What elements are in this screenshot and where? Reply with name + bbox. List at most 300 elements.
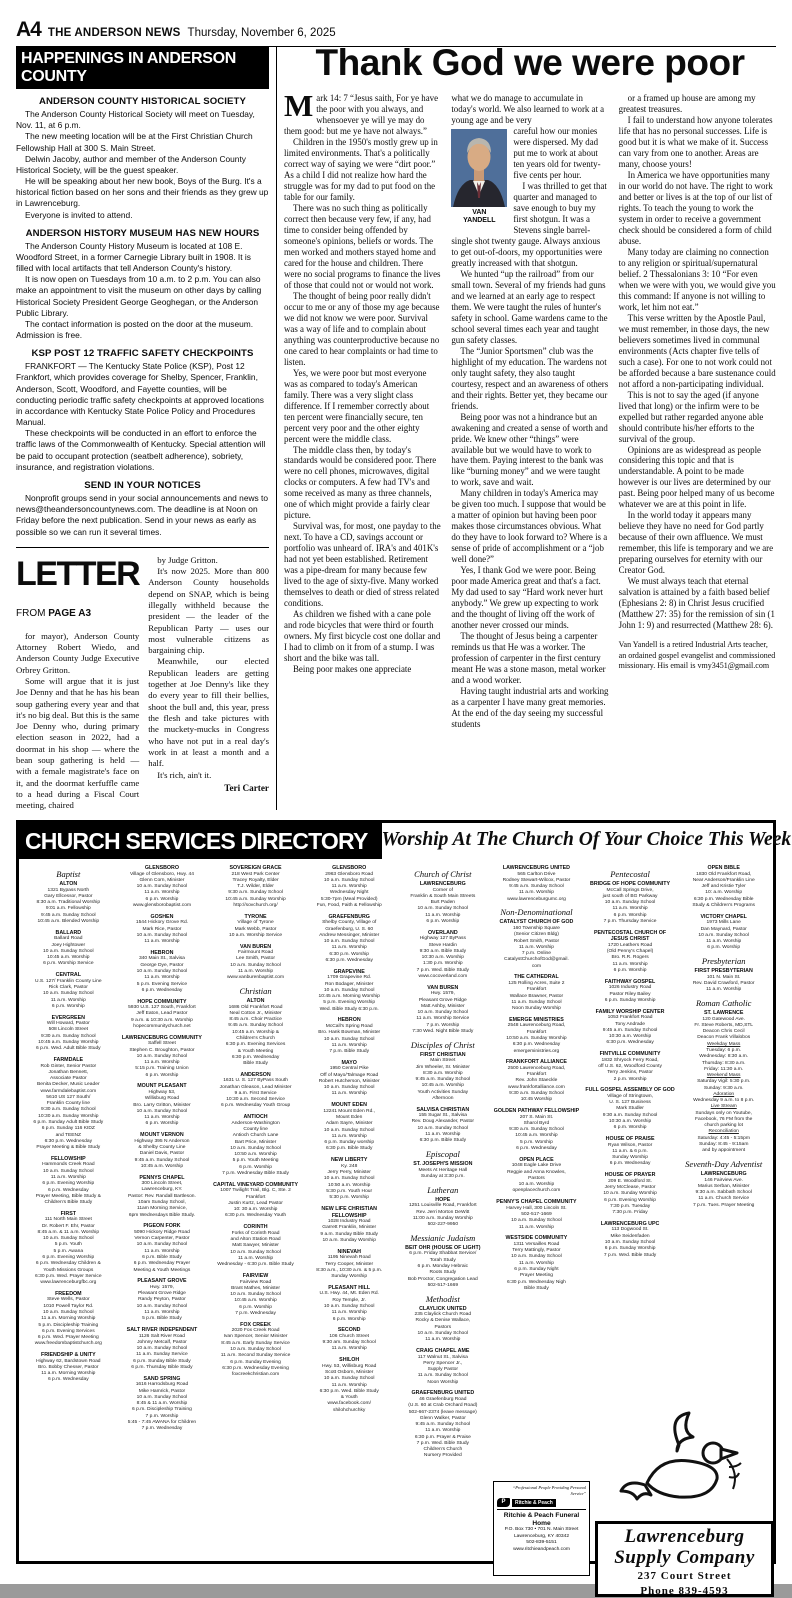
church-name: SECOND — [337, 1327, 361, 1334]
church-detail: 11 a.m. Worship Service — [416, 1016, 470, 1022]
church-detail: 10 a.m. Sunday School — [604, 900, 656, 906]
church-detail: 46 Graefenburg Road — [419, 1397, 467, 1403]
church-detail: 7:30 Wed. Night Bible Study — [412, 1028, 474, 1034]
church-detail: and by appointment — [702, 1148, 746, 1154]
church-detail: Reconciliation — [708, 1129, 739, 1135]
denomination-header: Church of Christ — [414, 869, 472, 879]
church-detail: 11 a.m. Worship — [237, 1255, 274, 1261]
church-listing — [210, 944, 301, 982]
supply-ad-phone: Phone 839-4593 — [640, 1585, 729, 1598]
church-detail: 6 p.m. Worship — [145, 1072, 179, 1078]
church-detail: Facebook, 76 FM from the — [695, 1116, 753, 1122]
church-detail: Will Howard, Pastor — [46, 1021, 90, 1027]
church-detail: 6:30 p.m. Evening Services — [225, 1042, 286, 1048]
church-detail: 11 a.m. Worship — [518, 1260, 555, 1266]
church-detail: Jonathan Gleason, Lead Minister — [219, 1084, 292, 1090]
church-detail: Tuesday: 6 p.m. — [706, 1047, 742, 1053]
church-detail: 10:45 a.m. Worship — [421, 1083, 464, 1089]
church-detail: 6 p.m. Evening Worship — [42, 1255, 95, 1261]
church-detail: 10:45 a.m. Sunday Worship — [38, 1039, 99, 1045]
church-name: NINEVAH — [337, 1248, 361, 1255]
church-detail: 11 a.m. Worship — [612, 961, 648, 967]
church-detail: Gary Ellcessor, Pastor — [44, 893, 93, 899]
church-name: SALVISA CHRISTIAN — [416, 1106, 470, 1113]
supply-ad-name-line1: Lawrenceburg — [624, 1526, 745, 1547]
church-detail: openplacechurch.com — [512, 1188, 561, 1194]
church-detail: 1830 Old Frankfort Road, — [696, 871, 752, 877]
church-detail: 9:45 a.m. Sunday School — [415, 1077, 471, 1083]
funeral-ad-address2: Lawrenceburg, KY 40342 — [513, 1533, 570, 1539]
paragraph: Having taught industrial arts and working as a carpenter I have many great memories. At the end of the day seeing my successful students — [451, 686, 609, 730]
church-detail: Ballard Road — [54, 936, 83, 942]
church-name: MOUNT VERNON — [140, 1132, 184, 1139]
church-name: HOPE — [435, 1196, 451, 1203]
church-detail: Matt Sawyer, Minister — [232, 1243, 279, 1249]
church-detail: 9:30 a.m. Sunday School — [509, 1090, 564, 1096]
church-detail: 6 p.m. Worship — [332, 1316, 366, 1322]
left-column — [16, 46, 269, 812]
church-name: FIRST PRESBYTERIAN — [694, 968, 753, 975]
happenings-banner: HAPPENINGS IN ANDERSON COUNTY — [16, 46, 269, 89]
church-detail: 1321 Bypass North — [47, 887, 90, 893]
church-detail: 1053 Frankfort Road — [607, 1015, 653, 1021]
church-name: GOSHEN — [150, 913, 174, 920]
church-listing — [585, 1051, 676, 1083]
church-detail: 10 a.m. Sunday School — [43, 1168, 94, 1174]
paragraph: FRANKFORT — The Kentucky State Police (KSP), Post 12 Frankfort, which provides coverage for Shelby, Spencer, Franklin, Anderson, Scott, Woodford, and Fayette counties, will be conducting periodic traffic safety checkpoints at approved locations in accordance with Kentucky State Police Policy and Procedures Manual. — [16, 361, 264, 428]
church-detail: Shelby County, Village of — [322, 920, 377, 926]
church-detail: 9:30 a.m. Sunday School — [228, 890, 283, 896]
author-bio: Van Yandell is a retired Industrial Arts teacher, an ordained gospel evangelist and commissioned missionary. His email is vmy3451@gmail.com — [618, 640, 776, 671]
church-detail: 5:15 p.m. Training Union — [135, 1066, 189, 1072]
church-detail: Tony Andrade — [615, 1021, 646, 1027]
church-detail: 10:30 a.m. Second Service — [226, 1097, 285, 1103]
church-detail: Rocky & Denise Wallace, — [415, 1318, 471, 1324]
church-detail: 9:45 a.m. Sunday School — [415, 1422, 471, 1428]
church-listing — [678, 1171, 769, 1209]
church-detail: 9:45 a.m. Sunday School — [509, 884, 564, 890]
church-detail: 2020 Fox Creek Road — [231, 1328, 280, 1334]
church-detail: 9:30 a.m. Sunday School — [509, 1127, 564, 1133]
church-name: SALT RIVER INDEPENDENT — [126, 1326, 198, 1333]
church-detail: 6:30 p.m. Bible Study — [419, 1138, 467, 1144]
denomination-header: Christian — [239, 986, 272, 997]
supply-ad-address: 237 Court Street — [637, 1570, 732, 1583]
church-detail: 10 a.m. Sunday School — [604, 1239, 656, 1245]
church-detail: Dr. Robert F. Ehr, Pastor — [41, 1223, 95, 1229]
church-detail: 5:45 - 7:45 AWANA for Children — [127, 1419, 197, 1425]
paragraph: Delwin Jacoby, author and member of the Anderson County Historical Society, will be the guest speaker. — [16, 153, 246, 175]
news-section — [16, 480, 269, 538]
church-detail: Saturday: 4:45 - 5:15pm — [697, 1135, 750, 1141]
church-detail: 1028 Industry Road — [327, 1219, 371, 1225]
church-detail: 10:45 a.m. Blended Worship — [37, 918, 100, 924]
church-detail: 117 Walnut St., Salvisa — [417, 1354, 468, 1360]
denomination-header: Roman Catholic — [695, 998, 752, 1009]
church-name: SOVEREIGN GRACE — [229, 865, 282, 871]
church-name: BALLARD — [55, 929, 82, 936]
church-detail: 1010 Powell Taylor Rd. — [43, 1303, 94, 1309]
church-name: PLEASANT GROVE — [137, 1278, 187, 1285]
paragraph: Yes, we were poor but most everyone was as compared to today's American family. There was a very slight class difference. If I remember correctly about ten percent were financially secure, ten percent very poor and the other eighty percent were the middle class. — [284, 367, 430, 444]
church-name: ALTON — [246, 998, 265, 1005]
church-detail: 6:30 p.m. Wednesday Nigh — [506, 1279, 566, 1285]
church-detail: 6:30 p.m. Wednesday Evening — [222, 1365, 289, 1371]
church-detail: & Shelby County Line — [138, 1145, 186, 1151]
happenings-sections — [16, 96, 269, 538]
church-detail: Antioch Church Lane — [232, 1133, 279, 1139]
church-detail: 10 a.m. Sunday School — [230, 1145, 281, 1151]
church-name: GLENSBORO — [144, 865, 179, 871]
paragraph: Many today are claiming no connection to any religion or spiritual/supernatural belief. 2 Thessalonians 3: 10 “For even when we were with you, we would give you this command: If anyone is not willing to work, let him not eat.” — [618, 246, 776, 312]
church-detail: Pleasant Grove Ridge — [418, 997, 467, 1003]
church-detail: Meeting & Youth Meetings — [133, 1267, 191, 1273]
funeral-logo-text: Ritchie & Peach — [512, 1499, 556, 1507]
church-detail: 10 a.m. Sunday School — [417, 906, 469, 912]
church-name: PENNYS CHAPEL — [139, 1174, 185, 1181]
church-detail: Corner of — [432, 887, 453, 893]
letter-heading: LETTER — [16, 554, 140, 593]
paragraph: by Judge Gritton. — [157, 554, 218, 565]
denomination-header: Presbyterian — [701, 956, 746, 967]
church-name: OPEN PLACE — [519, 1156, 554, 1163]
church-detail: church parking lot — [704, 1123, 743, 1129]
church-detail: Bro. Larry Gritton, Minister — [133, 1102, 191, 1108]
church-detail: 6 p.m. Sunday Adult Bible Study — [33, 1120, 104, 1126]
church-detail: Saffell Street — [147, 1041, 176, 1047]
church-detail: 6 p.m. Worship — [51, 1003, 85, 1009]
paragraph: The “Junior Sportsmen” club was the highlight of my education. The wardens not only taught safety, they also taught courtesy, respect and an awareness of others and their rights. Better yet, they became our friends. — [451, 345, 609, 411]
church-detail: 6 p.m. Worship — [613, 1125, 647, 1131]
church-detail: Torah Study — [429, 1257, 456, 1263]
church-detail: 11 a.m. Worship — [706, 987, 742, 993]
church-detail: Fairmount Road — [238, 950, 274, 956]
church-detail: Rodney Stewart-Wilcox, Pastor — [502, 877, 571, 883]
paragraph: for mayor), Anderson County Attorney Robert Wiedo, and Anderson County Judge Executive Orbrey Gritton. — [16, 630, 140, 675]
supply-ad-name-line2: Supply Company — [614, 1546, 755, 1568]
paragraph: The contact information is posted on the door at the museum. Admission is free. — [16, 318, 254, 341]
church-detail: 10 a.m. Sunday School — [417, 1010, 469, 1016]
church-detail: Mark Rice, Pastor — [142, 926, 182, 932]
paragraph: In America we have opportunities many in our world do not have. The right to work and better or lives is at the top of our list of rights. To teach the young to work the system in order to receive a government check should be considered a form of child abuse. — [618, 169, 773, 246]
church-name: FINTVILLE COMMUNITY — [599, 1051, 661, 1058]
article-column-3 — [619, 93, 776, 730]
church-detail: 6:30 p.m. Wednesday — [325, 957, 373, 963]
supply-company-ad — [595, 1521, 774, 1597]
church-detail: & Youth Meeting — [237, 1048, 274, 1054]
church-detail: 111 North Main Street — [44, 1217, 92, 1223]
church-detail: 155 Sugar St., Salvisa — [418, 1113, 467, 1119]
church-detail: 340 Main St., Salvisa — [138, 956, 185, 962]
church-listing — [678, 914, 769, 952]
church-listing — [398, 1306, 489, 1344]
funeral-ad-logo — [497, 1498, 586, 1507]
church-detail: 11 a.m. Church Service — [698, 1196, 750, 1202]
church-detail: 5090 Hickory Ridge Road — [134, 1229, 190, 1235]
church-name: FAITHWAY GOSPEL — [604, 978, 656, 985]
paragraph: Survival was, for most, one payday to the next. To have a CD, savings account or portfolio was unheard of. IRA's and 401K's had not yet been established. Retirement was a pipe-dream for many because few lived to the age of sixty-five. Many worked themselves to death or died of stress related conditions. — [284, 521, 441, 609]
church-listing — [491, 865, 582, 903]
church-detail: 6 p.m. Sunday Night — [514, 1266, 559, 1272]
paragraph: Being poor makes one appreciate — [293, 664, 412, 675]
church-detail: U.S. Hwy. 44, Mt. Eden Rd. — [319, 1291, 379, 1297]
church-detail: Sharol Byrd — [523, 1120, 550, 1126]
church-listing — [398, 985, 489, 1035]
church-detail: 6 p.m. Sunday 116 KIDZ — [41, 1126, 95, 1132]
photo-caption — [451, 209, 507, 225]
church-detail: George Dye, Pastor — [140, 962, 184, 968]
church-detail: 9:45 a.m. Sunday School — [134, 1157, 190, 1163]
denomination-header: Disciples of Christ — [410, 1039, 475, 1050]
church-detail: 508 Lincoln Street — [48, 1027, 89, 1033]
church-listing — [491, 1059, 582, 1103]
church-detail: 11 a.m. Sunday Service — [136, 1352, 188, 1358]
church-detail: Roots Study — [429, 1270, 457, 1276]
church-detail: 1:30 p.m. Worship — [423, 961, 463, 967]
church-detail: 11:00 a.m. Sunday Worship — [412, 1215, 473, 1221]
church-detail: 6 p.m. Wednesday — [516, 1145, 557, 1151]
church-listing — [398, 1197, 489, 1229]
church-name: LAWRENCEBURG — [700, 1171, 747, 1177]
church-name: SHILOH — [339, 1357, 360, 1364]
church-listing — [23, 972, 114, 1010]
church-detail: 1026 Industry Road — [608, 985, 652, 991]
church-name: FOX CREEK — [240, 1321, 272, 1328]
church-listing — [117, 999, 208, 1031]
church-detail: 11 a.m. Morning Worship — [41, 1316, 96, 1322]
church-name: ALTON — [59, 881, 78, 887]
church-detail: 10 a.m. Sunday School — [43, 948, 94, 954]
church-listing — [678, 968, 769, 993]
church-detail: 6 p.m. Wednesday — [141, 987, 183, 993]
church-name: VAN BUREN — [427, 984, 459, 991]
church-name: PENNY'S CHAPEL COMMUNITY — [496, 1199, 577, 1206]
church-detail: Prayer Meeting & Bible Study — [36, 1145, 101, 1151]
church-detail: 10: a.m. Worship — [705, 890, 743, 896]
church-detail: Children's Church — [236, 1035, 275, 1041]
church-detail: 9:45 a.m. Sunday School — [602, 1027, 658, 1033]
church-name: CATALYST CHURCH OF GOD — [499, 919, 574, 926]
church-detail: 11 a.m. Worship — [518, 944, 555, 950]
church-listing — [491, 1017, 582, 1055]
church-name: HOUSE OF PRAISE — [605, 1135, 655, 1142]
church-detail: 6 p.m. Thursday Bible Study — [131, 1364, 193, 1370]
church-detail: Johnny Metcalf, Pastor — [137, 1339, 187, 1345]
church-detail: Terry Cooper, Minister — [325, 1261, 374, 1267]
church-detail: Scott Osborn, Minister — [324, 1370, 374, 1376]
church-name: CLAYLICK UNITED — [419, 1305, 467, 1312]
church-detail: 10 a.m. Sunday School — [43, 1236, 94, 1242]
church-detail: 6 p.m. Wednesday Children & — [35, 1261, 101, 1267]
church-listing — [491, 1157, 582, 1195]
church-detail: 9:45 a.m. Sunday School — [40, 912, 96, 918]
article-col3-paragraphs — [619, 93, 776, 631]
church-name: SAND SPRING — [143, 1375, 181, 1382]
church-name: FELLOWSHIP — [50, 1155, 86, 1162]
church-detail: Noon Sunday Worship — [512, 1006, 561, 1012]
paragraph: Some will argue that it is just Joe Denny and that he has his bean soup gathering every year and that it's no big deal. But this is the same Joe Denny who, during primary election season in 2022, had a doormat in his shop — where the bean soup gathering is held — with a female magistrate's face on it, and the doormat kerfuffle came to a head during a Fiscal Court meeting, chaired — [16, 675, 140, 811]
church-detail: 8:30 a.m. Traditional Worship — [36, 900, 101, 906]
church-name: FIRST — [60, 1210, 76, 1217]
church-listing — [398, 881, 489, 925]
church-listing — [23, 881, 114, 925]
church-detail: 9:45 a.m. Sunday School — [228, 1023, 283, 1029]
church-detail: 6 p.m. Worship Service — [43, 961, 94, 967]
denomination-header: Baptist — [56, 869, 81, 879]
church-detail: 11 a.m. Worship — [331, 884, 367, 890]
church-detail: Supply Pastor — [427, 1367, 459, 1373]
church-detail: Roy Temple, Jr. — [332, 1297, 366, 1303]
church-detail: Willisburg Road — [144, 1096, 180, 1102]
church-detail: 6:30 p.m. Worship — [329, 951, 369, 957]
church-detail: 10:30 a.m. Worship — [608, 1118, 652, 1124]
church-detail: 11 a.m. Sunday School — [417, 1373, 468, 1379]
church-detail: Rev. John Staeckle — [515, 1078, 558, 1084]
church-detail: Bro. Bobby Chesser, Pastor — [38, 1364, 99, 1370]
paragraph: Nonprofit groups send in your social announcements and news to news@theandersoncountynews.com. The deadline is at Noon on Friday before the next publication. Send in your news as early as possible so we can run it several times. — [16, 492, 269, 537]
church-detail: 10:45 a.m. Morning Worship — [318, 994, 380, 1000]
church-detail: 11 a.m. Worship — [518, 890, 555, 896]
church-detail: 11 a.m. Worship — [331, 945, 367, 951]
church-detail: (Senior Citizen Bldg) — [514, 932, 559, 938]
church-detail: 7 p.m. Wednesday Bible Study — [222, 1170, 289, 1176]
church-detail: 10 a.m. Sunday School — [323, 1176, 375, 1182]
church-detail: 11 a.m. Worship — [425, 1428, 461, 1434]
church-detail: Forks of Corinth Road — [231, 1230, 280, 1236]
church-detail: 10 a.m. Sunday School — [323, 1036, 375, 1042]
church-detail: 9:30 a.m. Sabbath School — [695, 1190, 752, 1196]
church-name: CAPITAL VINEYARD COMMUNITY — [213, 1181, 299, 1188]
church-listing — [117, 1132, 208, 1170]
church-name: CORINTH — [243, 1224, 268, 1231]
church-name: ST. JOSEPH'S MISSION — [413, 1161, 473, 1168]
church-detail: Justin Kurtz, Lead Pastor — [228, 1200, 283, 1206]
church-services-directory — [16, 820, 792, 1598]
church-detail: Off of Mayo/Talmage Road — [320, 1072, 379, 1078]
church-detail: Rick Clark, Pastor — [48, 985, 88, 991]
church-detail: 9:01 a.m. Fellowship — [45, 906, 91, 912]
church-detail: 5 p.m. Worship — [520, 1139, 553, 1145]
church-detail: Children's Church — [423, 1447, 463, 1453]
church-detail: Sunday at 3:30 p.m. — [420, 1173, 465, 1179]
church-detail: 502-227-9950 — [427, 1222, 459, 1228]
church-name: VAN BUREN — [240, 943, 272, 950]
church-detail: 2963 Glensboro Road — [325, 871, 374, 877]
church-detail: Reggie and Anna Knowles, — [507, 1169, 566, 1175]
church-detail: Dan Maynard, Pastor — [700, 926, 747, 932]
church-detail: Highway 395 N Anderson — [134, 1138, 190, 1144]
paragraph: It's now 2025. More than 800 Anderson County households depend on SNAP, which is being illegally withheld because the president — the leader of the Republican Party — uses our most vulnerable citizens as bargaining chip. — [148, 565, 269, 656]
church-detail: 10: 30 a.m. Worship — [233, 1207, 278, 1213]
dove-illustration — [615, 1407, 749, 1523]
church-listing — [491, 1199, 582, 1231]
church-detail: Sunday: 8:45 - 9:15am — [698, 1141, 749, 1147]
church-detail: 6:30 p.m. Wed. Bible Study — [319, 1388, 379, 1394]
paragraph: We must always teach that eternal salvation is attained by a faith based belief (Ephesians 2: 8) in Christ Jesus crucified (Matthew 27: 35) for the remission of sin (1 John 1: 9) and resurrected (Matthew 28: 6). — [618, 576, 775, 631]
church-detail: 1832 Shryock Ferry Road, — [601, 1057, 659, 1063]
church-detail: 11 a.m. Worship — [144, 1248, 180, 1254]
news-section — [16, 96, 269, 221]
church-detail: Steve Wells, Pastor — [47, 1297, 90, 1303]
church-detail: Adoration — [713, 1091, 735, 1097]
church-detail: shilohchurchky — [333, 1407, 366, 1413]
church-detail: Robert Hutcherson, Minister — [318, 1078, 380, 1084]
church-detail: 10 a.m. Sunday School — [417, 1330, 469, 1336]
church-listing — [491, 919, 582, 969]
church-detail: 11 a.m. Second Sunday Service — [220, 1353, 291, 1359]
church-detail: Franklin County line — [46, 1101, 90, 1107]
church-detail: Wed. Bible Study 6:30 p.m. — [319, 1006, 379, 1012]
church-detail: 10 a.m. Worship Service — [228, 932, 283, 938]
church-name: GRAPEVINE — [333, 968, 365, 975]
church-detail: & Youth — [340, 1395, 358, 1401]
church-detail: 7:30 p.m. Friday — [612, 1210, 648, 1216]
church-detail: Anderson-Washington — [231, 1120, 280, 1126]
church-detail: Robert Smith, Pastor — [513, 938, 560, 944]
church-detail: 11 a.m. Worship — [331, 1133, 367, 1139]
church-detail: Andrew Messinger, Minister — [319, 932, 380, 938]
church-detail: 11 a.m. Worship — [144, 890, 180, 896]
church-name: FULL GOSPEL ASSEMBLY OF GOD — [585, 1087, 675, 1094]
church-name: PIGEON FORK — [143, 1223, 181, 1230]
church-detail: 10:45 a.m. Sunday Worship — [225, 896, 286, 902]
church-detail: 6 p.m. Worship — [613, 967, 647, 973]
church-detail: 11 a.m. Worship — [612, 906, 648, 912]
church-detail: 7 p.m. Bible Study — [329, 1049, 370, 1055]
church-detail: 6:30 p.m. Wednesday — [44, 1138, 93, 1144]
church-detail: Jim Wheeler, Sr. Minister — [415, 1064, 470, 1070]
section-title: ANDERSON HISTORY MUSEUM HAS NEW HOURS — [25, 227, 260, 239]
church-name: FARMDALE — [53, 1057, 84, 1064]
church-listing — [117, 1223, 208, 1273]
church-detail: Fr. Steve Roberts, MD,STL — [694, 1022, 754, 1028]
section-title: ANDERSON COUNTY HISTORICAL SOCIETY — [38, 96, 247, 107]
directory-column-1 — [23, 865, 114, 1555]
church-detail: Hwy. 1579, — [149, 1284, 174, 1290]
church-detail: 10 a.m. Sunday School — [43, 991, 94, 997]
church-detail: 11 a.m. & 6 p.m. — [612, 1148, 648, 1154]
church-detail: (U.S. 60 at Crab Orchard Road) — [408, 1403, 478, 1409]
church-listing — [117, 1083, 208, 1127]
page-number: A4 — [16, 18, 41, 41]
portrait-photo — [451, 129, 507, 207]
church-name: FRIENDSHIP & UNITY — [40, 1352, 96, 1359]
church-detail: Mike Hamrick, Pastor — [138, 1388, 186, 1394]
church-detail: Saturday Vigil: 5:30 p.m. — [697, 1079, 751, 1085]
article-col1-rest — [284, 137, 441, 675]
church-name: LAWRENCEBURG UPC — [600, 1220, 660, 1227]
church-detail: 10am Sunday School, — [138, 1200, 186, 1205]
church-detail: 5 p.m. Evening Service — [136, 981, 188, 987]
letter-col1-paragraphs — [16, 631, 139, 812]
directory-column-6 — [491, 865, 582, 1555]
church-listing — [491, 974, 582, 1012]
church-detail: www.cocoverland.com — [418, 973, 468, 979]
church-listing — [398, 1052, 489, 1102]
church-listing — [585, 979, 676, 1004]
church-detail: 1195 Ninevah Road — [327, 1255, 371, 1261]
church-name: ANTIOCH — [243, 1114, 268, 1121]
church-detail: 6 p.m. Wednesday Prayer — [133, 1261, 191, 1267]
church-name: LAWRENCEBURG COMMUNITY — [121, 1034, 202, 1041]
letter-column-1 — [16, 555, 139, 812]
church-listing — [23, 1015, 114, 1053]
church-detail: Rob Ginter, Senior Pastor — [40, 1063, 97, 1069]
church-detail: 10 a.m. Sunday School — [136, 1346, 188, 1352]
church-detail: 10 a.m. Sunday School — [43, 1309, 94, 1315]
church-name: NEW LIFE CHRISTIAN FELLOWSHIP — [321, 1205, 377, 1219]
church-detail: off U.S. 62, Woodford County — [598, 1063, 662, 1069]
